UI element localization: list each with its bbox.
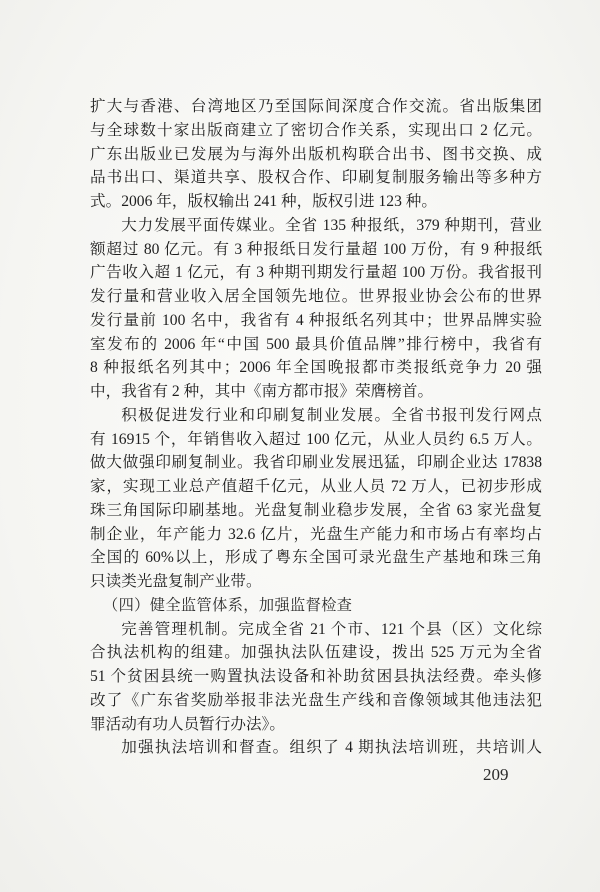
text-line: 发行量和营业收入居全国领先地位。世界报业协会公布的世界 [90,288,542,305]
text-line: 大力发展平面传媒业。全省 135 种报纸，379 种期刊，营业 [121,216,542,234]
text-line: 51 个贫困县统一购置执法设备和补助贫困县执法经费。牵头修 [90,668,542,685]
text-line: 广告收入超 1 亿元，有 3 种期刊期发行量超 100 万份。我省报刊 [90,264,542,282]
text-line: 罪活动有功人员暂行办法》。 [90,715,285,733]
text-line: 8 种报纸名列其中；2006 年全国晚报都市类报纸竞争力 20 强 [90,359,542,377]
paragraph [90,95,542,214]
text-line: 广东出版业已发展为与海外出版机构联合出书、图书交换、成 [90,145,542,163]
text-line: 积极促进发行业和印刷复制业发展。全省书报刊发行网点 [121,406,542,424]
text-line: 加强执法培训和督查。组织了 4 期执法培训班，共培训人 [121,739,542,757]
text-line: 品书出口、渠道共享、股权合作、印刷复制服务输出等多种方 [90,169,542,187]
text-line: 有 16915 个，年销售收入超过 100 亿元，从业人员约 6.5 万人。 [90,430,542,448]
paragraph [90,214,542,404]
text-line: 全国的 60%以上，形成了粤东全国可录光盘生产基地和珠三角 [90,549,542,567]
paragraph [90,618,542,737]
text-line: 扩大与香港、台湾地区乃至国际间深度合作交流。省出版集团 [90,98,542,115]
body-text [90,95,542,760]
text-line: 与全球数十家出版商建立了密切合作关系，实现出口 2 亿元。 [90,121,542,139]
text-line: 合执法机构的组建。加强执法队伍建设，拨出 525 万元为全省 [90,644,542,662]
text-line: 中，我省有 2 种，其中《南方都市报》荣膺榜首。 [90,383,434,400]
text-line: 珠三角国际印刷基地。光盘复制业稳步发展，全省 63 家光盘复 [90,501,542,519]
text-line: 制企业，年产能力 32.6 亿片，光盘生产能力和市场占有率均占 [90,525,542,543]
text-line: 家，实现工业总产值超千亿元，从业人员 72 万人，已初步形成 [90,478,542,495]
text-line: 额超过 80 亿元。有 3 种报纸日发行量超 100 万份，有 9 种报纸 [90,240,542,258]
page-number: 209 [483,765,509,784]
paragraph [90,736,542,760]
text-line: 发行量前 100 名中，我省有 4 种报纸名列其中；世界品牌实验 [90,311,542,329]
text-line: 式。2006 年，版权输出 241 种，版权引进 123 种。 [90,193,437,210]
text-line: 室发布的 2006 年“中国 500 最具价值品牌”排行榜中，我省有 [90,335,542,353]
section-heading: （四）健全监管体系，加强监督检查 [103,595,353,614]
paragraph [90,404,542,594]
text-line: 完善管理机制。完成全省 21 个市、121 个县（区）文化综 [121,620,542,638]
text-line: 只读类光盘复制产业带。 [90,573,262,590]
text-line: 改了《广东省奖励举报非法光盘生产线和音像领域其他违法犯 [90,691,542,709]
text-line: 做大做强印刷复制业。我省印刷业发展迅猛，印刷企业达 17838 [90,454,542,472]
